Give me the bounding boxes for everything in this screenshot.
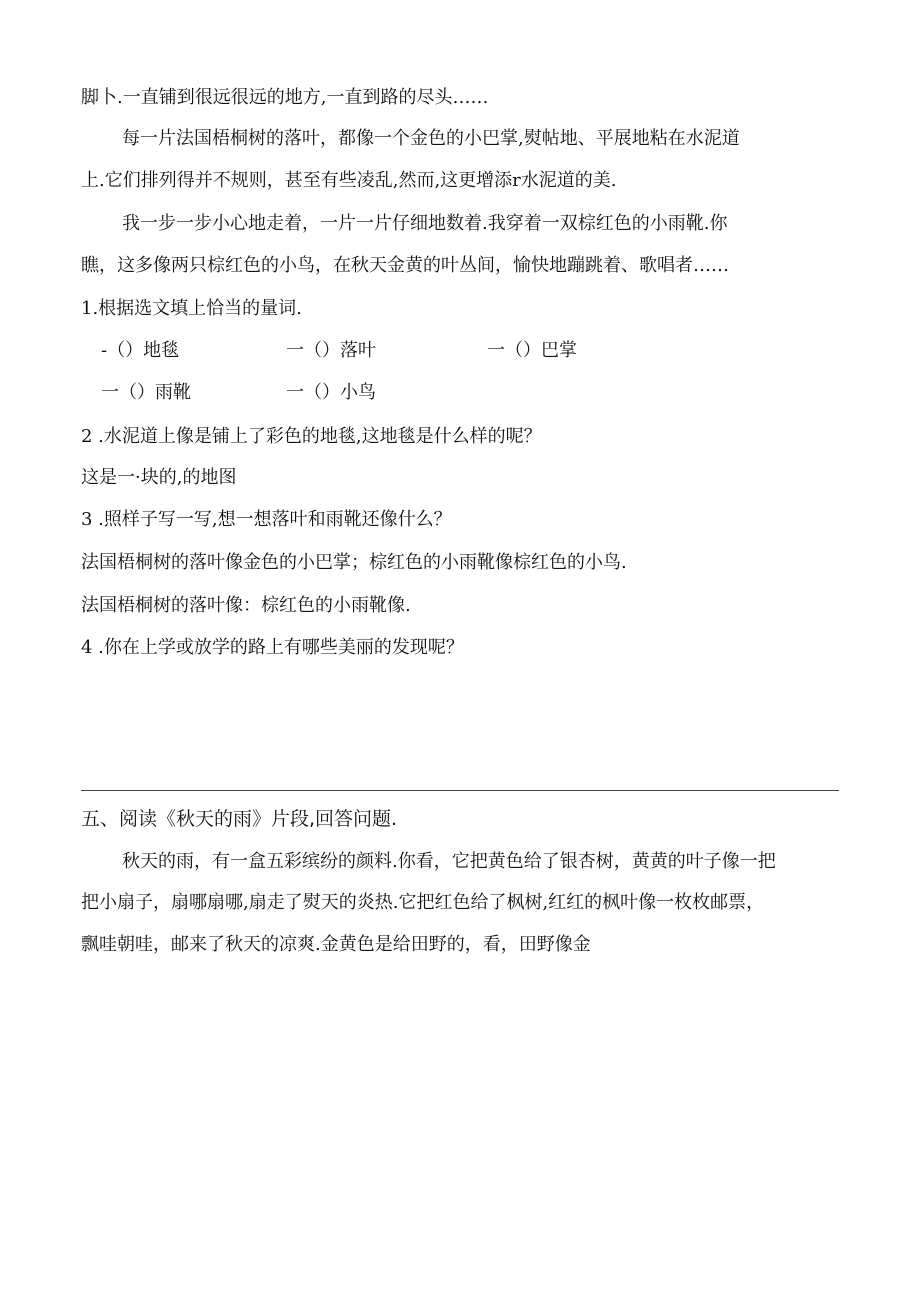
question-3-prompt: 3 .照样子写一写,想一想落叶和雨靴还像什么？ bbox=[81, 509, 452, 530]
passage-line: 脚卜.一直铺到很远很远的地方,一直到路的尽头…… bbox=[81, 87, 489, 108]
question-2-prompt: 2 .水泥道上像是铺上了彩色的地毯,这地毯是什么样的呢？ bbox=[81, 426, 542, 447]
question-2-answer-line: 这是一·块的,的地图 bbox=[81, 467, 237, 488]
question-3-fill-line: 法国梧桐树的落叶像：棕红色的小雨靴像. bbox=[81, 595, 411, 616]
measure-word-blank: 一（）落叶 bbox=[286, 340, 376, 361]
question-3-example: 法国梧桐树的落叶像金色的小巴掌；棕红色的小雨靴像棕红色的小鸟. bbox=[81, 552, 627, 573]
measure-word-blank: 一（）小鸟 bbox=[286, 382, 376, 403]
section-divider bbox=[81, 790, 839, 791]
measure-word-blank: 一（）巴掌 bbox=[487, 340, 577, 361]
passage-line: 瞧，这多像两只棕红色的小鸟，在秋天金黄的叶丛间，愉快地蹦跳着、歌唱者…… bbox=[81, 255, 729, 276]
passage-line: 我一步一步小心地走着，一片一片仔细地数着.我穿着一双棕红色的小雨靴.你 bbox=[122, 213, 728, 234]
passage-line: 上.它们排列得并不规则，甚至有些凌乱,然而,这更增添r水泥道的美. bbox=[81, 170, 617, 191]
section-5-passage-line: 把小扇子，扇哪扇哪,扇走了熨天的炎热.它把红色给了枫树,红红的枫叶像一枚枚邮票， bbox=[81, 892, 765, 913]
section-5-passage-line: 秋天的雨，有一盒五彩缤纷的颜料.你看，它把黄色给了银杏树，黄黄的叶子像一把 bbox=[122, 851, 776, 872]
section-5-heading: 五、阅读《秋天的雨》片段,回答问题. bbox=[81, 808, 398, 830]
measure-word-blank: -（）地毯 bbox=[101, 340, 180, 361]
section-5-passage-line: 飘哇朝哇，邮来了秋天的凉爽.金黄色是给田野的，看，田野像金 bbox=[81, 934, 591, 955]
question-4-prompt: 4 .你在上学或放学的路上有哪些美丽的发现呢？ bbox=[81, 637, 464, 658]
passage-line: 每一片法国梧桐树的落叶，都像一个金色的小巴掌,熨帖地、平展地粘在水泥道 bbox=[122, 128, 740, 149]
question-1-prompt: 1.根据选文填上恰当的量词. bbox=[81, 298, 302, 319]
measure-word-blank: 一（）雨靴 bbox=[101, 382, 191, 403]
